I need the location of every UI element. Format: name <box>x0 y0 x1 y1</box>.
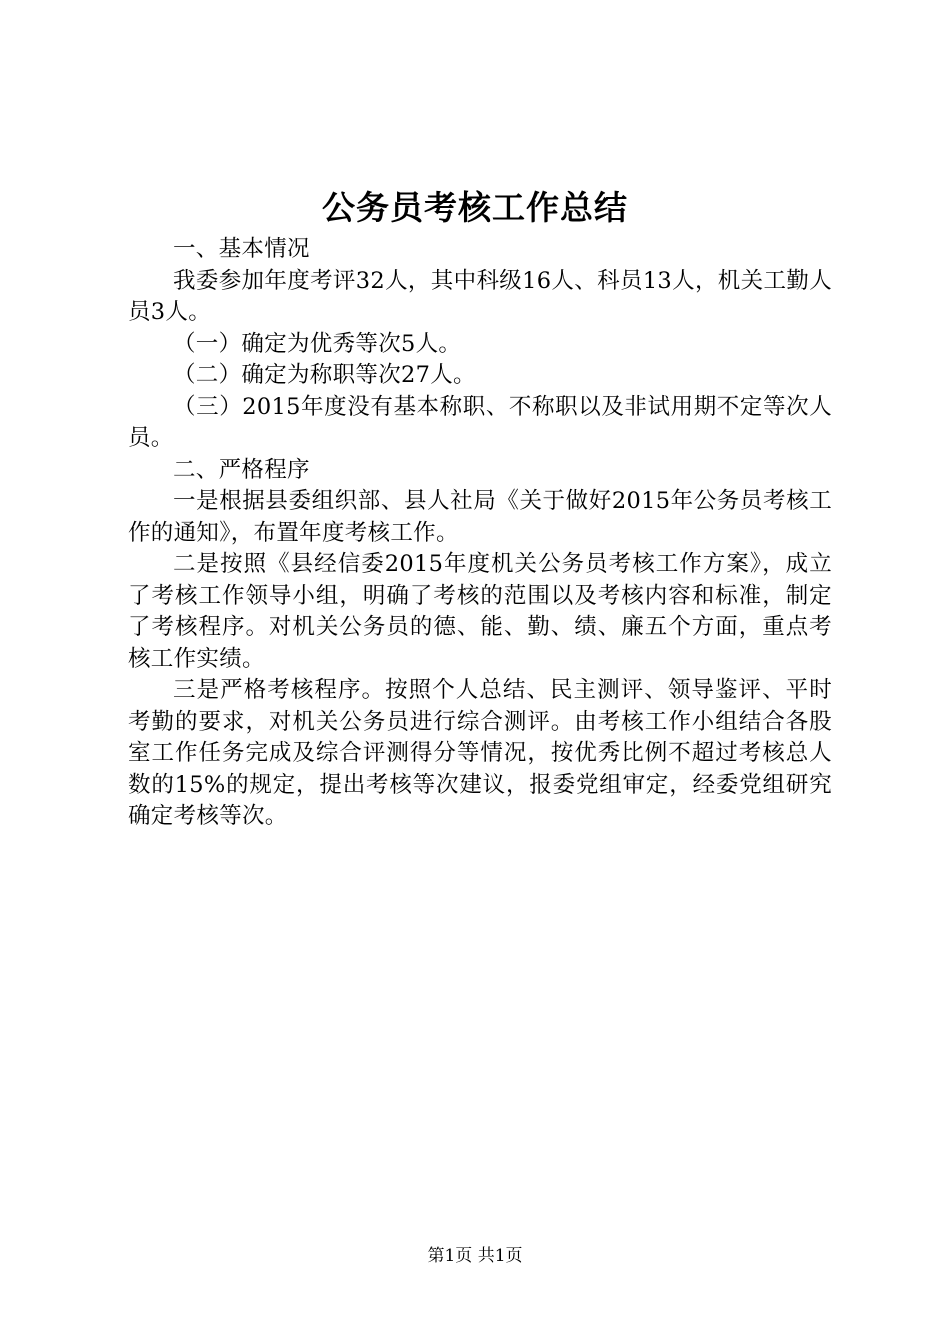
paragraph-procedure-two: 二是按照《县经信委2015年度机关公务员考核工作方案》，成立了考核工作领导小组，明确了考核的范围以及考核内容和标准，制定了考核程序。对机关公务员的德、能、勤、绩、廉五个方面，重点考核工作实绩。 <box>128 551 832 672</box>
paragraph-no-other-grades: （三）2015年度没有基本称职、不称职以及非试用期不定等次人员。 <box>128 393 832 451</box>
section-heading-strict-procedure: 二、严格程序 <box>173 456 310 483</box>
section-heading-basic-situation: 一、基本情况 <box>173 236 310 262</box>
page-footer: 第1页 共1页 <box>427 1246 523 1266</box>
paragraph-excellent-grade: （一）确定为优秀等次5人。 <box>173 330 462 357</box>
paragraph-competent-grade: （二）确定为称职等次27人。 <box>173 362 476 388</box>
document-title: 公务员考核工作总结 <box>322 188 628 227</box>
paragraph-procedure-three: 三是严格考核程序。按照个人总结、民主测评、领导鉴评、平时考勤的要求，对机关公务员进行综合测评。由考核工作小组结合各股室工作任务完成及综合评测得分等情况，按优秀比例不超过考核总人数的15%的规定，提出考核等次建议，报委党组审定，经委党组研究确定考核等次。 <box>128 677 832 829</box>
document-body <box>128 234 832 833</box>
paragraph-procedure-one: 一是根据县委组织部、县人社局《关于做好2015年公务员考核工作的通知》，布置年度考核工作。 <box>128 488 832 546</box>
paragraph-participants: 我委参加年度考评32人，其中科级16人、科员13人，机关工勤人员3人。 <box>128 267 832 325</box>
